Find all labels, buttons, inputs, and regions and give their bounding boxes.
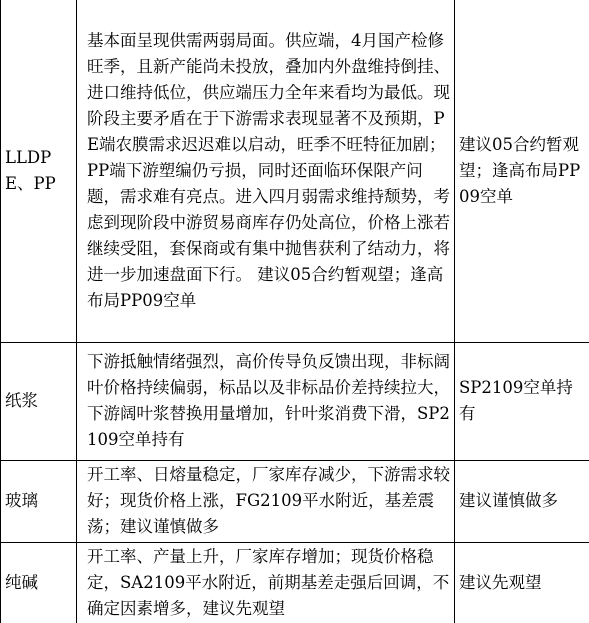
advice-cell: 建议05合约暂观望；逢高布局PP09空单 xyxy=(455,0,589,342)
product-name-cell: 玻璃 xyxy=(1,460,77,542)
table-row xyxy=(1,342,589,460)
analysis-cell: 下游抵触情绪强烈，高价传导负反馈出现，非标阔叶价格持续偏弱，标品以及非标品价差持续拉大，下游阔叶浆替换用量增加，针叶浆消费下滑，SP2109空单持有 xyxy=(77,342,455,460)
product-name-cell: 纯碱 xyxy=(1,542,77,623)
advice-cell: 建议谨慎做多 xyxy=(455,460,589,542)
analysis-cell: 开工率、产量上升，厂家库存增加；现货价格稳定，SA2109平水附近，前期基差走强后回调，不确定因素增多，建议先观望 xyxy=(77,542,455,623)
analysis-cell: 开工率、日熔量稳定，厂家库存减少，下游需求较好；现货价格上涨，FG2109平水附近，基差震荡；建议谨慎做多 xyxy=(77,460,455,542)
product-name-cell: LLDPE、PP xyxy=(1,0,77,342)
advice-cell: SP2109空单持有 xyxy=(455,342,589,460)
table-row xyxy=(1,460,589,542)
table-row xyxy=(1,542,589,623)
advice-cell: 建议先观望 xyxy=(455,542,589,623)
product-name-cell: 纸浆 xyxy=(1,342,77,460)
analysis-cell: 基本面呈现供需两弱局面。供应端，4月国产检修旺季，且新产能尚未投放，叠加内外盘维持倒挂、进口维持低位，供应端压力全年来看均为最低。现阶段主要矛盾在于下游需求表现显著不及预期，PE端农膜需求迟迟难以启动，旺季不旺特征加剧；PP端下游塑编仍亏损，同时还面临环保限产问题，需求难有亮点。进入四月弱需求维持颓势，考虑到现阶段中游贸易商库存仍处高位，价格上涨若继续受阻，套保商或有集中抛售获利了结动力，将进一步加速盘面下行。 建议05合约暂观望；逢高布局PP09空单 xyxy=(77,0,455,342)
table-row xyxy=(1,0,589,342)
